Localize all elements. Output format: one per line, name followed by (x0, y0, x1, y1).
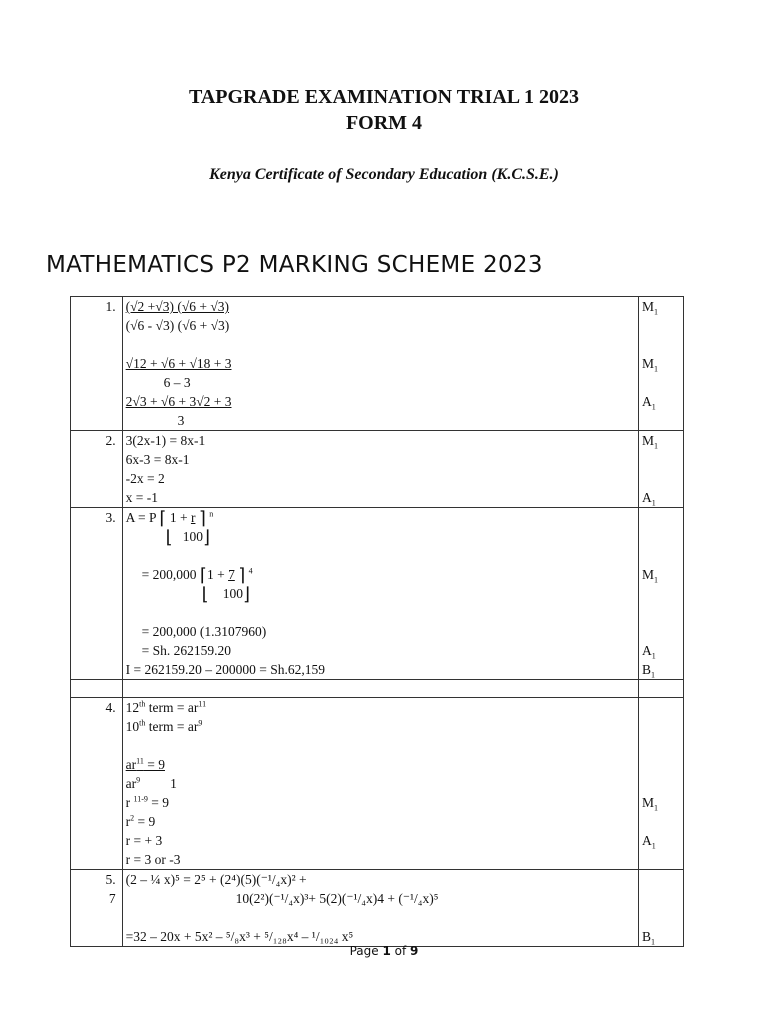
marks-cell: $M_1$ $A_1$ $B_1$ (638, 508, 683, 680)
marks-cell: $M_1$ $A_1$ (638, 698, 683, 870)
marks-cell: $B_1$ (638, 870, 683, 947)
exam-title: TAPGRADE EXAMINATION TRIAL 1 2023 (188, 86, 580, 108)
working-cell: 3(2x-1) = 8x-1 6x-3 = 8x-1 -2x = 2 x = -1 (122, 431, 638, 508)
working-cell: A = P ⌈ 1 + r ⌉ $^n$ ⌊ 100⌋ = 200,000 ⌈1 + 7 ⌉ $^4$ ⌊ 100⌋ = 200,000 (1.3107960) = Sh. 262159.20 I = 262159.20 – 200000 = Sh.62,159 (122, 508, 638, 680)
bracket-open-low: ⌊ (165, 527, 173, 547)
bracket-open: ⌈ (159, 508, 167, 528)
working-cell: (√2 +√3) (√6 + √3) (√6 - √3) (√6 + √3) √12 + √6 + √18 + 3 6 – 3 2√3 + √6 + 3√2 + 3 3 (122, 297, 638, 431)
question-number: 5. 7 (71, 870, 123, 947)
working-cell: 12th term = $ar^{11}$ 10th term = $ar^9$ $ar^{11} = 9$ $ar^9$ 1 r $^{11-9}$ = 9 $r^2 = 9$ r = + 3 r = 3 or -3 (122, 698, 638, 870)
question-number: 4. (71, 698, 123, 870)
bracket-close: ⌉ (198, 508, 206, 528)
table-row-empty (71, 680, 684, 698)
table-row (71, 508, 684, 680)
form-title: FORM 4 (345, 112, 423, 134)
bracket-close-low: ⌋ (202, 527, 210, 547)
marks-cell: $M_1$ $A_1$ (638, 431, 683, 508)
table-row (71, 431, 684, 508)
page-footer: Page 1 of 9 (349, 944, 419, 958)
question-number: 3. (71, 508, 123, 680)
bracket-close: ⌉ (238, 565, 246, 585)
page-heading: MATHEMATICS P2 MARKING SCHEME 2023 (46, 252, 543, 278)
table-row (71, 870, 684, 947)
table-row (71, 698, 684, 870)
bracket-open: ⌈ (199, 565, 207, 585)
table-row (71, 297, 684, 431)
exam-subtitle: Kenya Certificate of Secondary Education (K.C.S.E.) (209, 166, 559, 183)
question-number: 1. (71, 297, 123, 431)
bracket-close-low: ⌋ (242, 584, 250, 604)
marks-cell: $M_1$ $M_1$ $A_1$ (638, 297, 683, 431)
marking-scheme-table (70, 296, 684, 947)
question-number: 2. (71, 431, 123, 508)
bracket-open-low: ⌊ (201, 584, 209, 604)
working-cell: (2 – ¼ x)⁵ = 2⁵ + (2⁴)(5)(⁻¹/₄x)² + 10(2²)(⁻¹/₄x)³+ 5(2)(⁻¹/₄x)4 + (⁻¹/₄x)⁵ =32 – 20x + 5x² – ⁵/₈x³ + ⁵/₁₂₈x⁴ – ¹/₁₀₂₄ x⁵ (122, 870, 638, 947)
